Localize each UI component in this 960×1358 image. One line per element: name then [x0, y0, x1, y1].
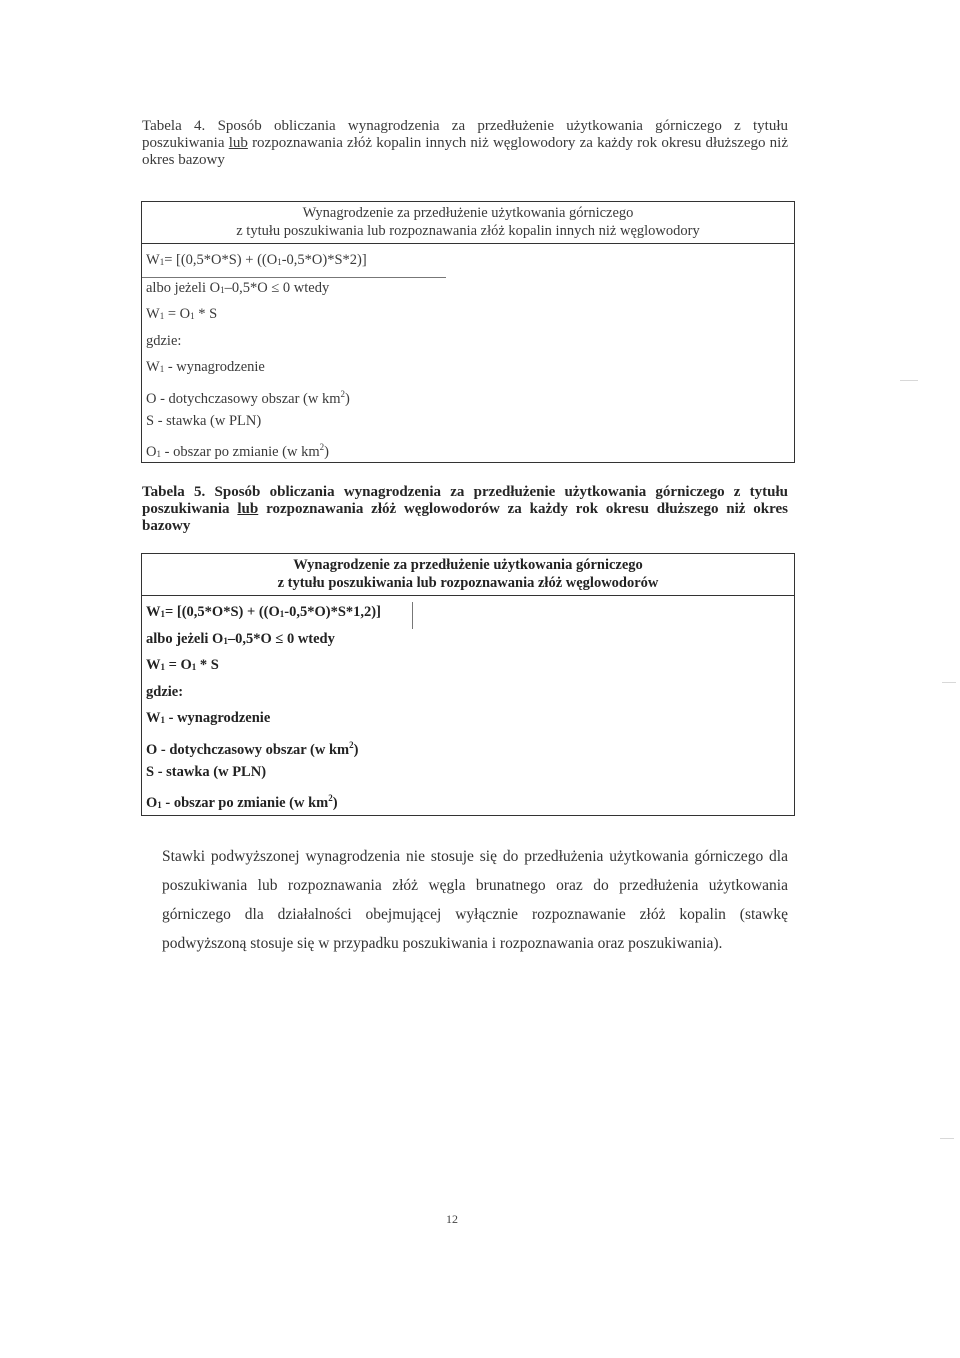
- table4-def-s: S - stawka (w PLN): [146, 412, 262, 429]
- table5-def-s: S - stawka (w PLN): [146, 763, 267, 780]
- table4-header-line2: z tytułu poszukiwania lub rozpoznawania złóż kopalin innych niż węglowodory: [236, 223, 700, 239]
- table5-header-line1: Wynagrodzenie za przedłużenie użytkowania górniczego: [293, 557, 643, 573]
- table4-caption-underlined: lub: [228, 135, 248, 151]
- table5-body: [142, 596, 794, 815]
- table5-header: [142, 554, 794, 596]
- table4-def-o: O - dotychczasowy obszar (w $km^2$): [146, 388, 350, 407]
- table5-alt-formula: $W_1 = O_1 * S$: [146, 657, 219, 674]
- table4-header: [142, 202, 794, 244]
- table5-where: gdzie:: [146, 683, 184, 700]
- closing-paragraph: Stawki podwyższonej wynagrodzenia nie stosuje się do przedłużenia użytkowania górniczego dla poszukiwania lub rozpoznawania złóż węgla brunatnego oraz do przedłużenia użytkowania górniczego dla działalności obejmującej wyłącznie rozpoznawanie złóż kopalin (stawkę podwyższoną stosuje się w przypadku poszukiwania i rozpoznawania oraz poszukiwania).: [162, 848, 788, 952]
- table5-box: [141, 553, 795, 816]
- table4-caption-part2: rozpoznawania złóż kopalin innych niż węglowodory za każdy rok okresu dłuższego niż okres bazowy: [142, 135, 789, 168]
- table4-caption: [142, 118, 788, 169]
- table4-where: gdzie:: [146, 332, 182, 349]
- table5-caption-underlined: lub: [237, 501, 259, 517]
- table4-formula-main: $W_1= [(0,5*O*S) + ((O_1-0,5*O)*S*2)]$: [142, 250, 446, 278]
- table4-caption-part1: Sposób obliczania wynagrodzenia za przedłużenie użytkowania górniczego z tytułu poszukiwania: [142, 118, 789, 151]
- table4-condition: albo jeżeli $O_1-0,5*O \le 0$ wtedy: [146, 279, 330, 296]
- table5-caption-lead: Tabela 5.: [142, 484, 206, 500]
- scan-mark: [900, 380, 918, 381]
- table4-box: [141, 201, 795, 463]
- table5-caption-part2: rozpoznawania złóż węglowodorów za każdy rok okresu dłuższego niż okres bazowy: [142, 501, 789, 534]
- page-number: 12: [446, 1212, 458, 1226]
- table5-formula-main: $W_1= [(0,5*O*S) + ((O_1-0,5*O)*S*1,2)]$: [142, 602, 413, 629]
- table4-caption-lead: Tabela 4.: [142, 118, 206, 134]
- table5-condition: albo jeżeli $O_1-0,5*O \le 0$ wtedy: [146, 630, 335, 647]
- scan-mark: [940, 1138, 954, 1139]
- table4-def-o1: $O_1$ - obszar po zmianie (w $km^2$): [146, 442, 329, 461]
- table4-def-w1: $W_1$ - wynagrodzenie: [146, 359, 265, 376]
- table5-caption: [142, 484, 788, 535]
- table4-body: [142, 244, 794, 464]
- scan-mark: [942, 682, 956, 683]
- table5-def-o1: $O_1$ - obszar po zmianie (w $km^2$): [146, 793, 338, 812]
- table4-header-line1: Wynagrodzenie za przedłużenie użytkowania górniczego: [302, 205, 634, 221]
- table5-header-line2: z tytułu poszukiwania lub rozpoznawania złóż węglowodorów: [277, 575, 659, 591]
- table5-def-o: O - dotychczasowy obszar (w $km^2$): [146, 739, 359, 758]
- table4-alt-formula: $W_1 = O_1 * S$: [146, 306, 218, 323]
- table5-caption-part1: Sposób obliczania wynagrodzenia za przedłużenie użytkowania górniczego z tytułu poszukiwania: [142, 484, 789, 517]
- table5-def-w1: $W_1$ - wynagrodzenie: [146, 710, 271, 727]
